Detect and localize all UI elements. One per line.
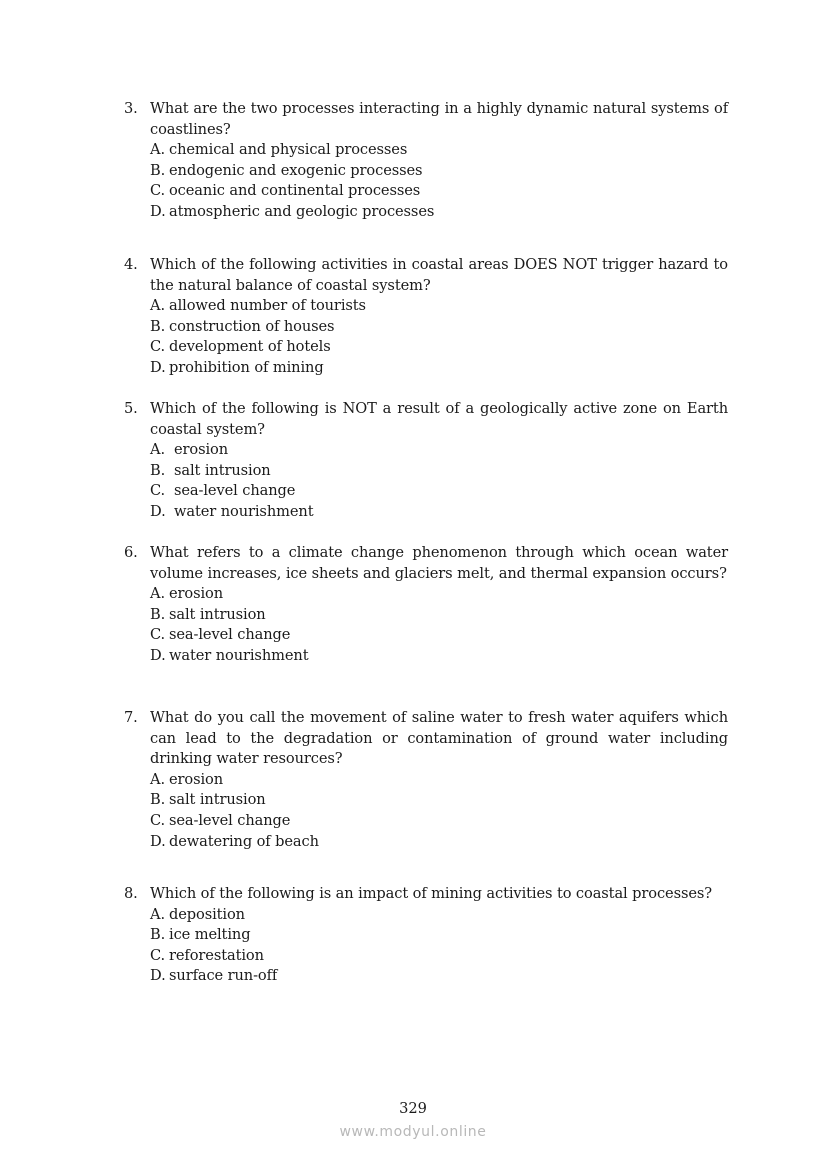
- choice-b: B. salt intrusion: [150, 461, 271, 479]
- choice-c: C. sea-level change: [150, 626, 291, 644]
- question-4: [124, 255, 728, 379]
- question-7: [124, 708, 728, 852]
- choice-list: [150, 770, 728, 852]
- choice-b: B. endogenic and exogenic processes: [150, 161, 423, 179]
- question-text: What refers to a climate change phenomenon through which ocean water volume increases, ice sheets and glaciers melt, and thermal expansion occurs?: [150, 544, 728, 582]
- choice-a: A. deposition: [150, 905, 245, 923]
- question-number: 5.: [124, 400, 138, 417]
- choice-c: C. sea-level change: [150, 482, 296, 500]
- question-text: Which of the following is NOT a result of a geologically active zone on Earth coastal system?: [150, 400, 728, 438]
- choice-a: A. chemical and physical processes: [150, 141, 408, 159]
- choice-c: C. reforestation: [150, 946, 264, 964]
- choice-b: B. construction of houses: [150, 317, 335, 335]
- question-8: [124, 884, 728, 987]
- question-3: [124, 99, 728, 223]
- choice-list: [150, 140, 728, 222]
- question-text: What are the two processes interacting in a highly dynamic natural systems of coastlines?: [150, 100, 728, 138]
- choice-list: [150, 584, 728, 666]
- question-text: Which of the following activities in coastal areas DOES NOT trigger hazard to the natural balance of coastal system?: [150, 256, 728, 294]
- choice-c: C. sea-level change: [150, 811, 291, 829]
- question-6: [124, 543, 728, 667]
- question-number: 6.: [124, 544, 138, 561]
- choice-b: B. ice melting: [150, 926, 251, 944]
- choice-d: D. prohibition of mining: [150, 358, 324, 376]
- choice-d: D. water nourishment: [150, 502, 314, 520]
- choice-a: A. erosion: [150, 585, 224, 603]
- choice-d: D. dewatering of beach: [150, 832, 319, 850]
- choice-a: A. erosion: [150, 441, 229, 459]
- choice-list: [150, 440, 728, 522]
- choice-b: B. salt intrusion: [150, 605, 266, 623]
- choice-c: C. oceanic and continental processes: [150, 182, 421, 200]
- choice-a: A. allowed number of tourists: [150, 297, 366, 315]
- choice-d: D. surface run-off: [150, 967, 278, 985]
- question-number: 3.: [124, 100, 138, 117]
- choice-list: [150, 296, 728, 378]
- question-number: 8.: [124, 885, 138, 902]
- question-text: Which of the following is an impact of mining activities to coastal processes?: [150, 885, 712, 902]
- choice-b: B. salt intrusion: [150, 791, 266, 809]
- question-5: [124, 399, 728, 523]
- watermark: www.modyul.online: [339, 1124, 487, 1140]
- page-number: 329: [399, 1100, 427, 1117]
- question-text: What do you call the movement of saline water to fresh water aquifers which can lead to the degradation or contamination of ground water including drinking water resources?: [150, 709, 728, 768]
- choice-c: C. development of hotels: [150, 338, 331, 356]
- choice-list: [150, 905, 728, 987]
- choice-a: A. erosion: [150, 770, 224, 788]
- question-number: 4.: [124, 256, 138, 273]
- choice-d: D. water nourishment: [150, 646, 309, 664]
- choice-d: D. atmospheric and geologic processes: [150, 202, 435, 220]
- question-number: 7.: [124, 709, 138, 726]
